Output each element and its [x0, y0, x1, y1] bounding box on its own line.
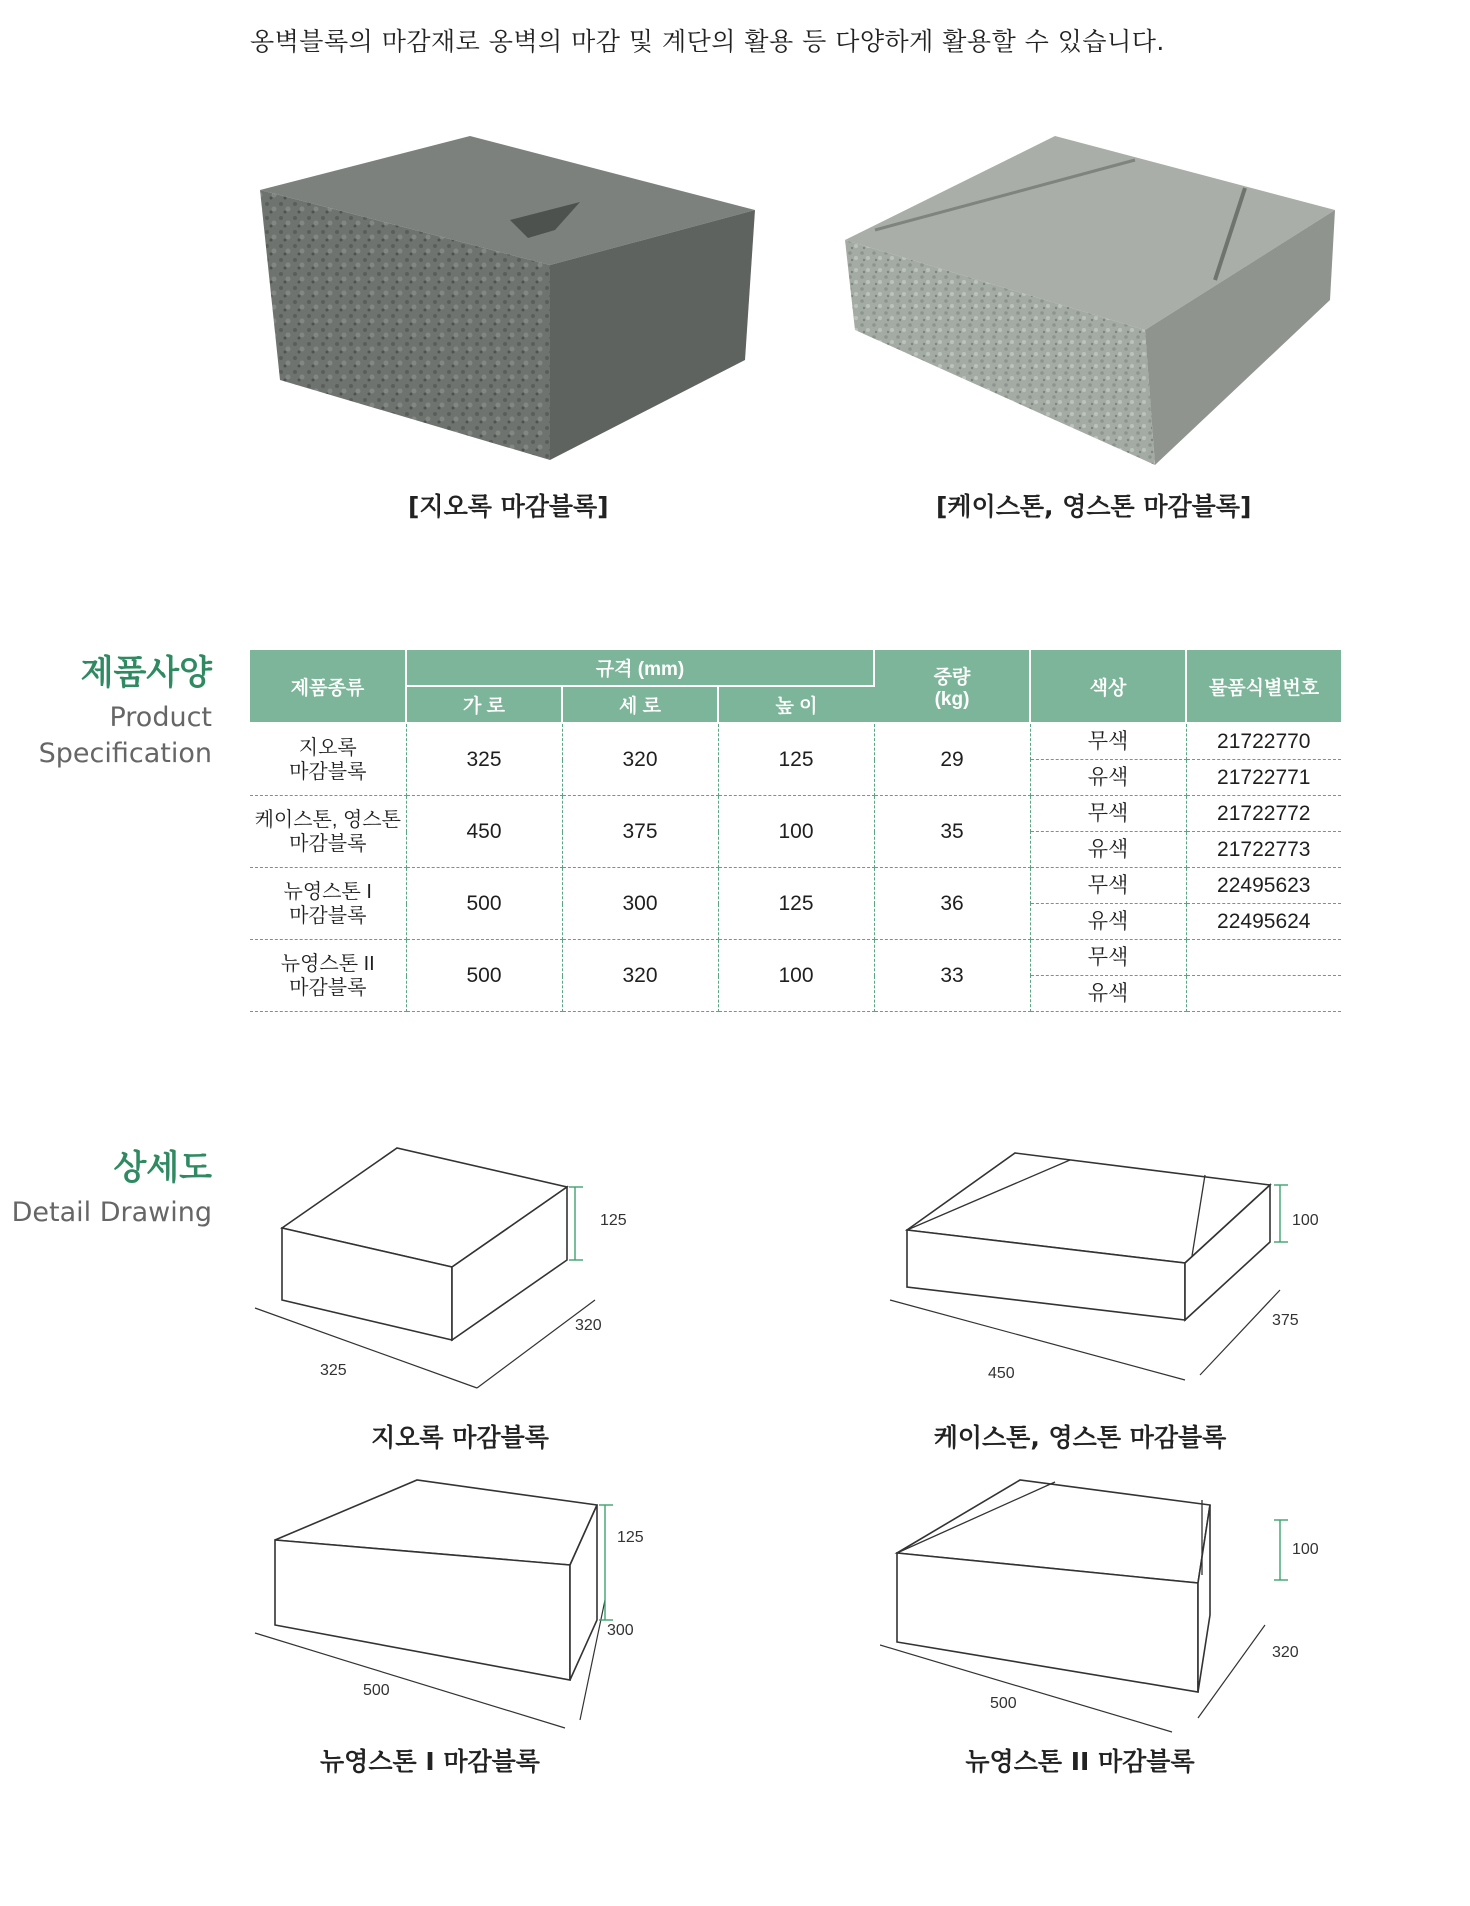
cell-width: 450	[406, 796, 562, 868]
product-name: 지오록	[298, 736, 357, 759]
cell-color: 무색	[1030, 940, 1186, 976]
photo-georock-block	[250, 130, 770, 470]
spec-table	[250, 650, 1341, 1012]
cell-product-type	[250, 940, 406, 1012]
drawing-newyoungstone-1	[245, 1470, 645, 1740]
header-width: 가 로	[406, 686, 562, 723]
cell-height: 125	[718, 868, 874, 940]
table-row	[250, 940, 1341, 976]
cell-id	[1186, 976, 1341, 1012]
spec-section-title-en-1: Product	[109, 702, 212, 733]
header-id: 물품식별번호	[1186, 650, 1341, 723]
cell-color: 유색	[1030, 904, 1186, 940]
photo-keystone-block	[835, 130, 1345, 470]
cell-height: 100	[718, 940, 874, 1012]
cell-id: 21722770	[1186, 723, 1341, 760]
cell-weight: 36	[874, 868, 1030, 940]
photo-caption-keystone: [케이스톤, 영스톤 마감블록]	[936, 492, 1252, 521]
detail-section-title-ko: 상세도	[113, 1148, 212, 1188]
dim-depth: 375	[1272, 1312, 1299, 1329]
drawing-caption-georock: 지오록 마감블록	[371, 1423, 549, 1452]
drawing-caption-newyoungstone-2: 뉴영스톤 II 마감블록	[965, 1747, 1195, 1776]
dim-depth: 320	[1272, 1644, 1299, 1661]
spec-section-title-en-2: Specification	[38, 738, 212, 769]
detail-section-title-en: Detail Drawing	[11, 1197, 212, 1228]
cell-color: 무색	[1030, 723, 1186, 760]
drawing-georock	[245, 1140, 645, 1410]
product-subname: 마감블록	[289, 904, 367, 927]
cell-id: 22495623	[1186, 868, 1341, 904]
dim-depth: 320	[575, 1317, 602, 1334]
cell-id: 21722772	[1186, 796, 1341, 832]
cell-color: 유색	[1030, 760, 1186, 796]
drawing-caption-newyoungstone-1: 뉴영스톤 I 마감블록	[320, 1747, 540, 1776]
product-name: 케이스톤, 영스톤	[254, 808, 401, 831]
drawing-caption-keystone: 케이스톤, 영스톤 마감블록	[933, 1423, 1227, 1452]
spec-section-title-ko: 제품사양	[80, 653, 212, 693]
cell-depth: 300	[562, 868, 718, 940]
drawing-keystone	[880, 1140, 1320, 1410]
cell-color: 무색	[1030, 868, 1186, 904]
cell-id: 22495624	[1186, 904, 1341, 940]
dim-height: 125	[617, 1529, 644, 1546]
header-weight-label: 중량	[933, 666, 971, 688]
cell-id	[1186, 940, 1341, 976]
dim-depth: 300	[607, 1622, 634, 1639]
cell-weight: 33	[874, 940, 1030, 1012]
product-name: 뉴영스톤 I	[283, 880, 372, 903]
cell-depth: 320	[562, 940, 718, 1012]
dim-width: 325	[320, 1362, 347, 1379]
dim-height: 125	[600, 1212, 627, 1229]
table-row	[250, 868, 1341, 904]
header-height: 높 이	[718, 686, 874, 723]
header-type: 제품종류	[250, 650, 406, 723]
cell-width: 325	[406, 723, 562, 796]
cell-id: 21722773	[1186, 832, 1341, 868]
cell-width: 500	[406, 868, 562, 940]
cell-depth: 375	[562, 796, 718, 868]
dim-width: 450	[988, 1365, 1015, 1382]
cell-color: 유색	[1030, 832, 1186, 868]
dim-height: 100	[1292, 1541, 1319, 1558]
header-size-group: 규격 (mm)	[406, 650, 874, 686]
dim-width: 500	[363, 1682, 390, 1699]
intro-text: 옹벽블록의 마감재로 옹벽의 마감 및 계단의 활용 등 다양하게 활용할 수 있습니다.	[250, 27, 1165, 56]
photo-caption-georock: [지오록 마감블록]	[408, 492, 609, 521]
cell-weight: 29	[874, 723, 1030, 796]
cell-width: 500	[406, 940, 562, 1012]
cell-depth: 320	[562, 723, 718, 796]
cell-color: 무색	[1030, 796, 1186, 832]
product-subname: 마감블록	[289, 832, 367, 855]
drawing-newyoungstone-2	[880, 1470, 1320, 1740]
cell-id: 21722771	[1186, 760, 1341, 796]
dim-width: 500	[990, 1695, 1017, 1712]
header-color: 색상	[1030, 650, 1186, 723]
cell-product-type	[250, 723, 406, 796]
product-subname: 마감블록	[289, 760, 367, 783]
table-row	[250, 796, 1341, 832]
header-weight-unit: (kg)	[934, 688, 970, 710]
product-subname: 마감블록	[289, 976, 367, 999]
header-weight	[874, 650, 1030, 723]
table-row	[250, 723, 1341, 760]
cell-weight: 35	[874, 796, 1030, 868]
cell-product-type	[250, 868, 406, 940]
cell-product-type	[250, 796, 406, 868]
cell-height: 100	[718, 796, 874, 868]
cell-height: 125	[718, 723, 874, 796]
header-depth: 세 로	[562, 686, 718, 723]
dim-height: 100	[1292, 1212, 1319, 1229]
cell-color: 유색	[1030, 976, 1186, 1012]
product-name: 뉴영스톤 II	[280, 952, 375, 975]
